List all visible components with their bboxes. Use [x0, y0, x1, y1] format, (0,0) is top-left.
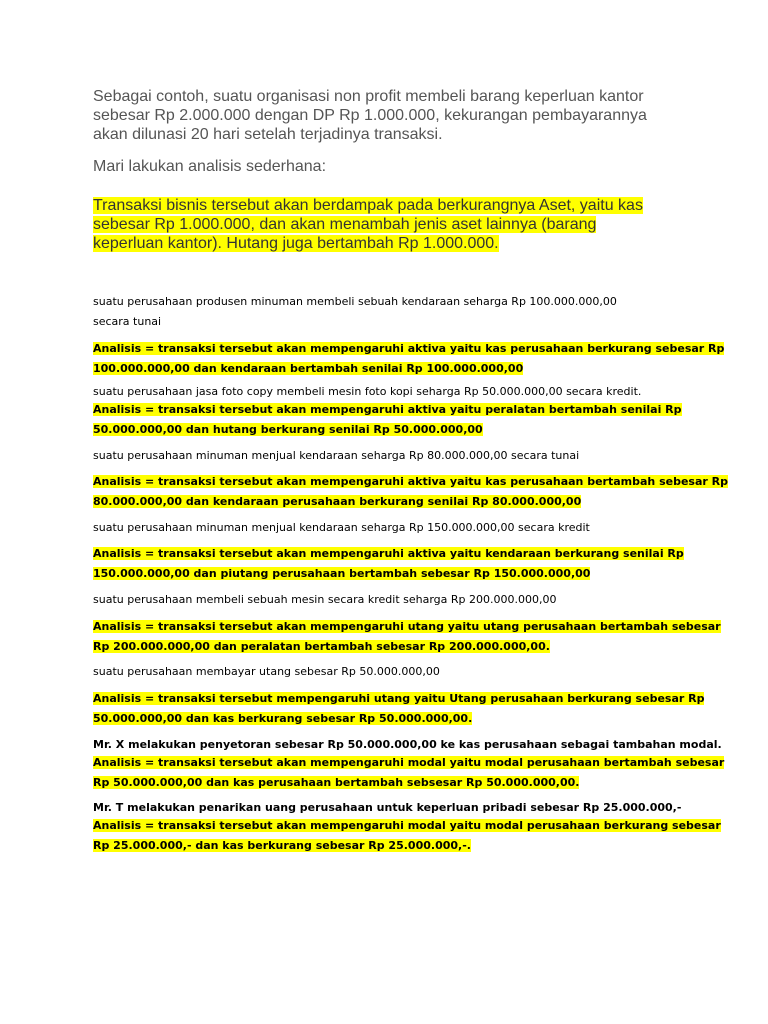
intro-line: Mari lakukan analisis sederhana: — [93, 158, 327, 175]
transaction-analysis — [93, 816, 721, 856]
question-line: suatu perusahaan membayar utang sebesar Rp 50.000.000,00 — [93, 665, 440, 678]
highlighted-line: keperluan kantor). Hutang juga bertambah Rp 1.000.000. — [93, 235, 499, 252]
transaction-question — [93, 446, 693, 466]
transaction-analysis — [93, 689, 705, 729]
intro-paragraph-2 — [93, 157, 693, 176]
question-line: suatu perusahaan minuman menjual kendaraan seharga Rp 150.000.000,00 secara kredit — [93, 521, 590, 534]
question-line: suatu perusahaan jasa foto copy membeli mesin foto kopi seharga Rp 50.000.000,00 secara kredit. — [93, 385, 642, 398]
analysis-line: Rp 200.000.000,00 dan peralatan bertambah sebesar Rp 200.000.000,00. — [93, 640, 550, 653]
transaction-question — [93, 382, 693, 402]
transaction-question — [93, 735, 722, 755]
analysis-line: Analisis = transaksi tersebut akan mempengaruhi utang yaitu utang perusahaan bertambah sebesar — [93, 620, 721, 633]
transaction-question — [93, 798, 693, 818]
analysis-line: Analisis = transaksi tersebut akan mempengaruhi aktiva yaitu kendaraan berkurang senilai Rp — [93, 547, 684, 560]
analysis-line: Analisis = transaksi tersebut akan mempengaruhi aktiva yaitu kas perusahaan berkurang sebesar Rp — [93, 342, 725, 355]
highlighted-line: sebesar Rp 1.000.000, dan akan menambah jenis aset lainnya (barang — [93, 216, 597, 233]
highlighted-line: Transaksi bisnis tersebut akan berdampak pada berkurangnya Aset, yaitu kas — [93, 197, 643, 214]
transaction-analysis — [93, 472, 728, 512]
intro-line: sebesar Rp 2.000.000 dengan DP Rp 1.000.000, kekurangan pembayarannya — [93, 107, 647, 124]
analysis-line: 100.000.000,00 dan kendaraan bertambah senilai Rp 100.000.000,00 — [93, 362, 524, 375]
transaction-question — [93, 662, 693, 682]
transaction-analysis — [93, 544, 693, 584]
intro-paragraph-3-highlighted — [93, 196, 693, 253]
intro-line: Sebagai contoh, suatu organisasi non profit membeli barang keperluan kantor — [93, 88, 644, 105]
question-line: Mr. X melakukan penyetoran sebesar Rp 50.000.000,00 ke kas perusahaan sebagai tambahan modal. — [93, 738, 722, 751]
question-line: Mr. T melakukan penarikan uang perusahaan untuk keperluan pribadi sebesar Rp 25.000.000,- — [93, 801, 682, 814]
transaction-question — [93, 590, 693, 610]
analysis-line: Analisis = transaksi tersebut akan mempengaruhi modal yaitu modal perusahaan bertambah sebesar — [93, 756, 725, 769]
transaction-question — [93, 518, 693, 538]
question-line: secara tunai — [93, 315, 162, 328]
analysis-line: Analisis = transaksi tersebut akan mempengaruhi aktiva yaitu peralatan bertambah senilai Rp — [93, 403, 682, 416]
question-line: suatu perusahaan produsen minuman membeli sebuah kendaraan seharga Rp 100.000.000,00 — [93, 295, 617, 308]
question-line: suatu perusahaan minuman menjual kendaraan seharga Rp 80.000.000,00 secara tunai — [93, 449, 580, 462]
analysis-line: 80.000.000,00 dan kendaraan perusahaan berkurang senilai Rp 80.000.000,00 — [93, 495, 582, 508]
analysis-line: 50.000.000,00 dan kas berkurang sebesar Rp 50.000.000,00. — [93, 712, 473, 725]
analysis-line: Analisis = transaksi tersebut mempengaruhi utang yaitu Utang perusahaan berkurang sebesar Rp — [93, 692, 705, 705]
question-line: suatu perusahaan membeli sebuah mesin secara kredit seharga Rp 200.000.000,00 — [93, 593, 557, 606]
intro-line: akan dilunasi 20 hari setelah terjadinya transaksi. — [93, 126, 443, 143]
transaction-analysis — [93, 617, 721, 657]
analysis-line: 50.000.000,00 dan hutang berkurang senilai Rp 50.000.000,00 — [93, 423, 483, 436]
transaction-analysis — [93, 400, 693, 440]
analysis-line: Rp 50.000.000,00 dan kas perusahaan bertambah sebsesar Rp 50.000.000,00. — [93, 776, 580, 789]
analysis-line: 150.000.000,00 dan piutang perusahaan bertambah sebesar Rp 150.000.000,00 — [93, 567, 591, 580]
analysis-line: Analisis = transaksi tersebut akan mempengaruhi aktiva yaitu kas perusahaan bertambah sebesar Rp — [93, 475, 728, 488]
analysis-line: Rp 25.000.000,- dan kas berkurang sebesar Rp 25.000.000,-. — [93, 839, 471, 852]
transaction-analysis — [93, 753, 725, 793]
analysis-line: Analisis = transaksi tersebut akan mempengaruhi modal yaitu modal perusahaan berkurang sebesar — [93, 819, 721, 832]
intro-paragraph-1 — [93, 87, 693, 144]
transaction-question — [93, 292, 693, 332]
transaction-analysis — [93, 339, 725, 379]
